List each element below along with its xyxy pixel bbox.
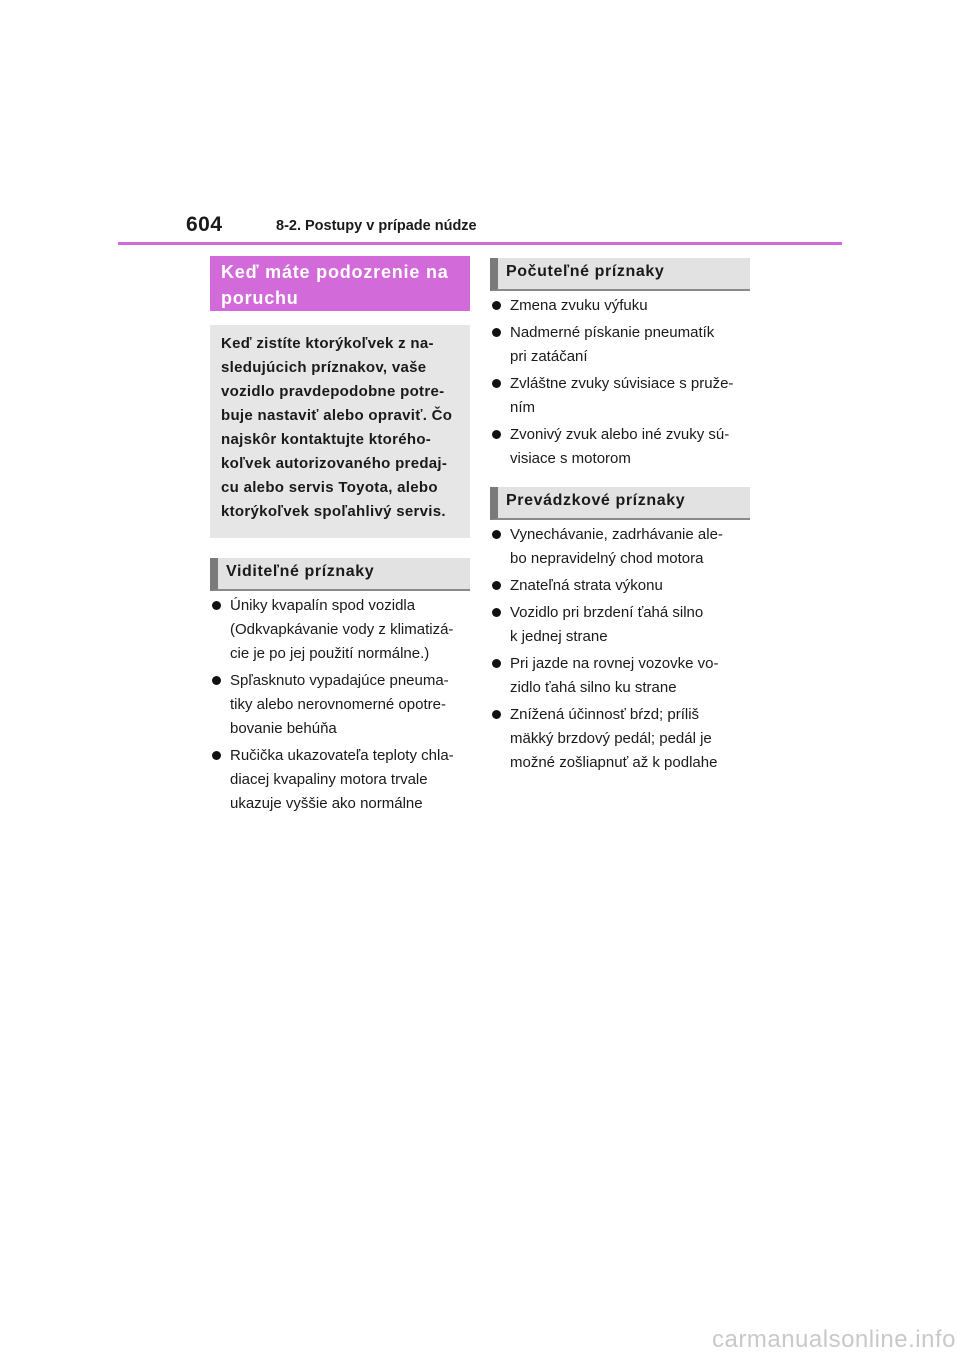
- item-line: Vozidlo pri brzdení ťahá silno: [510, 604, 704, 621]
- intro-line: Keď zistíte ktorýkoľvek z na-: [221, 335, 434, 352]
- item-line: Ručička ukazovateľa teploty chla-: [230, 747, 454, 764]
- intro-line: cu alebo servis Toyota, alebo: [221, 479, 438, 496]
- list-item: [490, 652, 750, 700]
- intro-line: buje nastaviť alebo opraviť. Čo: [221, 407, 453, 424]
- list-item: [490, 601, 750, 649]
- item-line: Znížená účinnosť bŕzd; príliš: [510, 706, 700, 723]
- item-line: Vynechávanie, zadrhávanie ale-: [510, 526, 723, 543]
- item-line: bovanie behúňa: [230, 720, 337, 737]
- section-title: 8-2. Postupy v prípade núdze: [276, 218, 477, 234]
- item-line: mäkký brzdový pedál; pedál je: [510, 730, 712, 747]
- item-line: (Odkvapkávanie vody z klimatizá-: [230, 621, 454, 638]
- list-item: [490, 703, 750, 775]
- audible-symptoms-heading: Počuteľné príznaky: [490, 258, 750, 291]
- item-line: Zvonivý zvuk alebo iné zvuky sú-: [510, 426, 730, 443]
- item-line: ním: [510, 399, 536, 416]
- item-line: Pri jazde na rovnej vozovke vo-: [510, 655, 719, 672]
- list-item: [490, 423, 750, 471]
- main-heading: [210, 256, 470, 311]
- item-line: tiky alebo nerovnomerné opotre-: [230, 696, 446, 713]
- list-item: [490, 294, 750, 318]
- item-line: Nadmerné pískanie pneumatík: [510, 324, 715, 341]
- intro-line: ktorýkoľvek spoľahlivý servis.: [221, 503, 446, 520]
- item-line: visiace s motorom: [510, 450, 631, 467]
- item-line: Úniky kvapalín spod vozidla: [230, 597, 416, 614]
- header-rule: [118, 242, 842, 245]
- item-line: diacej kvapaliny motora trvale: [230, 771, 428, 788]
- item-line: zidlo ťahá silno ku strane: [510, 679, 677, 696]
- intro-line: sledujúcich príznakov, vaše: [221, 359, 427, 376]
- intro-line: najskôr kontaktujte ktorého-: [221, 431, 432, 448]
- intro-box: [210, 325, 470, 538]
- item-line: pri zatáčaní: [510, 348, 588, 365]
- list-item: [210, 594, 470, 666]
- intro-line: koľvek autorizovaného predaj-: [221, 455, 448, 472]
- list-item: [490, 523, 750, 571]
- item-line: Zvláštne zvuky súvisiace s pruže-: [510, 375, 734, 392]
- audible-symptoms-list: [490, 294, 750, 471]
- visible-symptoms-list: [210, 594, 470, 816]
- item-line: bo nepravidelný chod motora: [510, 550, 704, 567]
- watermark: carmanualsonline.info: [712, 1326, 956, 1353]
- list-item: [490, 321, 750, 369]
- right-column: [490, 258, 750, 775]
- item-line: k jednej strane: [510, 628, 608, 645]
- list-item: [210, 669, 470, 741]
- visible-symptoms-heading: Viditeľné príznaky: [210, 558, 470, 591]
- intro-line: vozidlo pravdepodobne potre-: [221, 383, 445, 400]
- left-column: [210, 256, 470, 816]
- list-item: [210, 744, 470, 816]
- item-line: možné zošliapnuť až k podlahe: [510, 754, 718, 771]
- item-line: Spľasknuto vypadajúce pneuma-: [230, 672, 449, 689]
- item-line: ukazuje vyššie ako normálne: [230, 795, 423, 812]
- list-item: [490, 372, 750, 420]
- item-line: Zmena zvuku výfuku: [510, 297, 648, 314]
- page-number: 604: [186, 213, 223, 236]
- operational-symptoms-list: [490, 523, 750, 775]
- item-line: cie je po jej použití normálne.): [230, 645, 430, 662]
- operational-symptoms-heading: Prevádzkové príznaky: [490, 487, 750, 520]
- item-line: Znateľná strata výkonu: [510, 577, 663, 594]
- main-heading-text: Keď máte podozrenie na poruchu: [221, 262, 449, 308]
- list-item: [490, 574, 750, 598]
